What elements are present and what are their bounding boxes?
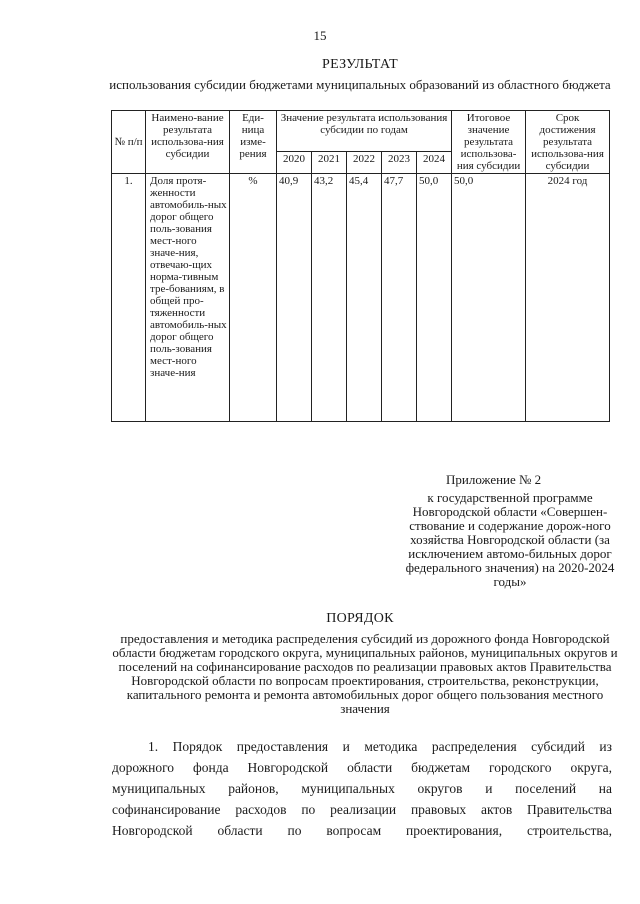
appendix-title: Приложение № 2 bbox=[446, 472, 542, 487]
cell-value: 45,4 bbox=[347, 174, 382, 422]
cell-value: 47,7 bbox=[382, 174, 417, 422]
header-name: Наимено-вание результата использова-ния субсидии bbox=[146, 111, 230, 174]
cell-name: Доля протя-женности автомобиль-ных дорог общего поль-зования мест-ного значе-ния, отвечаю-щих норма-тивным тре-бованиям, в общей про-тяженности автомобиль-ных дорог общего поль-зования мест-ного значе-ния bbox=[146, 174, 230, 422]
paragraph-line: муниципальных районов, муниципальных округов и поселений на bbox=[112, 781, 612, 796]
cell-value: 50,0 bbox=[417, 174, 452, 422]
cell-deadline: 2024 год bbox=[526, 174, 610, 422]
result-table bbox=[111, 110, 610, 422]
cell-value: 43,2 bbox=[312, 174, 347, 422]
cell-total: 50,0 bbox=[452, 174, 526, 422]
header-total: Итоговое значение результата использова-ния субсидии bbox=[452, 111, 526, 174]
header-year: 2023 bbox=[382, 151, 417, 174]
header-values-group: Значение результата использования субсидии по годам bbox=[277, 111, 452, 152]
paragraph-line: 1. Порядок предоставления и методика распределения субсидий из bbox=[148, 739, 612, 754]
header-year: 2024 bbox=[417, 151, 452, 174]
paragraph-line: Новгородской области по вопросам проектирования, строительства, bbox=[112, 823, 612, 838]
appendix-text: к государственной программе Новгородской области «Совершен-ствование и содержание дорож-ного хозяйства Новгородской области (за исключением автомо-бильных дорог федерального значения) на 2020-2024 годы» bbox=[405, 490, 615, 589]
paragraph-1 bbox=[112, 736, 612, 841]
header-num: № п/п bbox=[112, 111, 146, 174]
cell-unit: % bbox=[230, 174, 277, 422]
cell-value: 40,9 bbox=[277, 174, 312, 422]
result-subtitle: использования субсидии бюджетами муниципальных образований из областного бюджета bbox=[109, 77, 611, 92]
result-title: РЕЗУЛЬТАТ bbox=[322, 57, 398, 72]
header-year: 2020 bbox=[277, 151, 312, 174]
cell-num: 1. bbox=[112, 174, 146, 422]
paragraph-line: дорожного фонда Новгородской области бюджетам городского округа, bbox=[112, 760, 612, 775]
header-unit: Еди-ница изме-рения bbox=[230, 111, 277, 174]
table-row bbox=[112, 174, 610, 422]
header-deadline: Срок достижения результата использова-ния субсидии bbox=[526, 111, 610, 174]
order-subtitle: предоставления и методика распределения субсидий из дорожного фонда Новгородской области бюджетам городского округа, муниципальных районов, муниципальных округов и поселений на софинансирование расходов по реализации правовых актов Правительства Новгородской области по вопросам проектирования, строительства, реконструкции, капитального ремонта и ремонта автомобильных дорог общего пользования местного значения bbox=[112, 631, 618, 716]
paragraph-line: софинансирование расходов по реализации правовых актов Правительства bbox=[112, 802, 612, 817]
header-year: 2022 bbox=[347, 151, 382, 174]
header-year: 2021 bbox=[312, 151, 347, 174]
table-header-row bbox=[112, 111, 610, 152]
page-number: 15 bbox=[313, 28, 327, 43]
order-title: ПОРЯДОК bbox=[326, 611, 394, 626]
